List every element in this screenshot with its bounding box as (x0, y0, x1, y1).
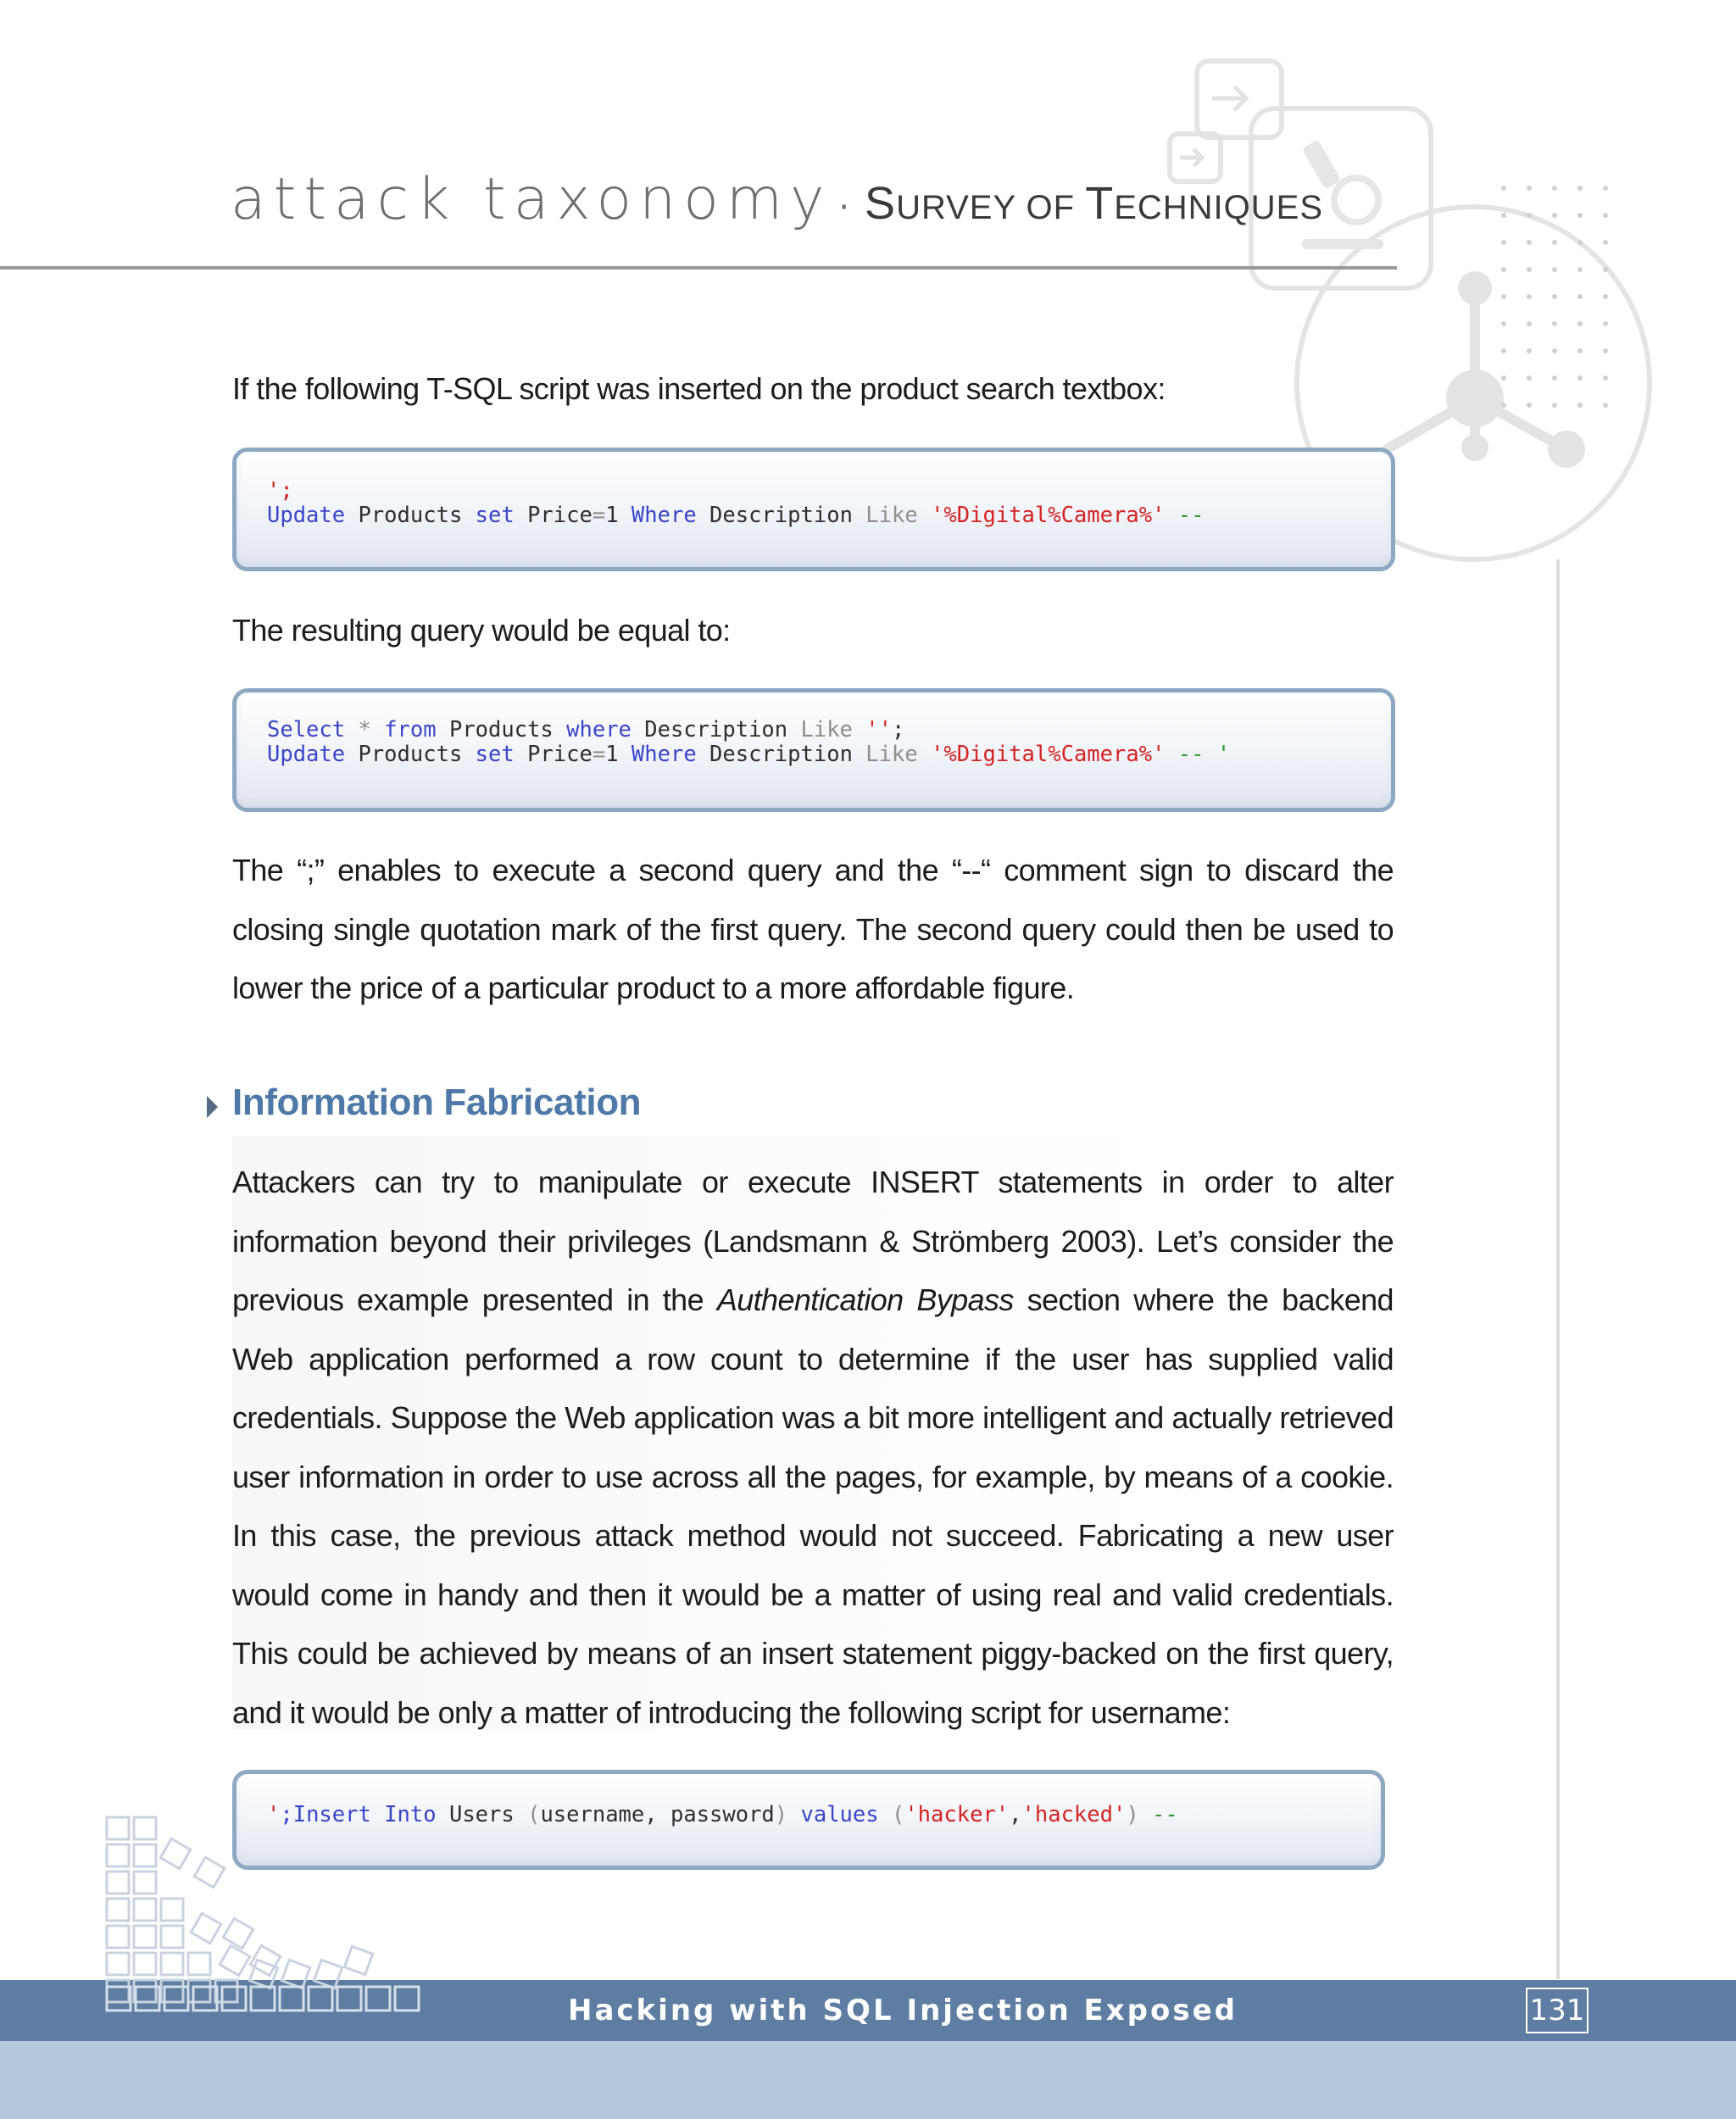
code-line: ';Insert Into Users (username, password) values ('hacker','hacked') -- (267, 1802, 1178, 1827)
running-header (231, 166, 1323, 233)
reference-authentication-bypass: Authentication Bypass (716, 1282, 1014, 1317)
section-title: SURVEY OF TECHNIQUES (865, 178, 1324, 229)
chapter-title: attack taxonomy (231, 166, 832, 233)
footer-book-title: Hacking with SQL Injection Exposed (568, 1994, 1238, 2027)
code-block-2 (232, 688, 1395, 812)
code-block-1 (232, 448, 1395, 571)
footer-lower-band (0, 2041, 1736, 2119)
code-line: '; (267, 478, 293, 503)
code-line: Select * from Products where Description Like ''; (267, 717, 905, 742)
section-heading-text: Information Fabrication (232, 1082, 642, 1123)
explanation-paragraph: The “;” enables to execute a second query and the “--“ comment sign to discard the closing single quotation mark of the first query. The second query could then be used to lower the price of a particular product to a more affordable figure. (232, 853, 1394, 1005)
page-number: 131 (1526, 1988, 1589, 2033)
triangle-bullet-icon (207, 1096, 218, 1118)
header-rule (0, 266, 1397, 270)
header-separator: · (838, 188, 850, 227)
code-block-3 (232, 1770, 1385, 1870)
section-paragraph: Attackers can try to manipulate or execute INSERT statements in order to alter information beyond their privileges (Landsmann & Strömberg 2003). Let’s consider the previous example presented in the Authentication Bypass section where the backend Web application performed a row count to determine if the user has supplied valid credentials. Suppose the Web application was a bit more intelligent and actually retrieved user information in order to use across all the pages, for example, by means of a cookie. In this case, the previous attack method would not succeed. Fabricating a new user would come in handy and then it would be a matter of using real and valid credentials. This could be achieved by means of an insert statement piggy-backed on the first query, and it would be only a matter of introducing the following script for username: (232, 1165, 1394, 1730)
intro-paragraph: If the following T-SQL script was inserted on the product search textbox: (232, 371, 1166, 406)
code-line: Update Products set Price=1 Where Description Like '%Digital%Camera%' -- ' (267, 742, 1231, 767)
right-margin-rule (1556, 559, 1560, 1979)
result-intro-paragraph: The resulting query would be equal to: (232, 613, 731, 648)
code-line: Update Products set Price=1 Where Description Like '%Digital%Camera%' -- (267, 503, 1205, 528)
